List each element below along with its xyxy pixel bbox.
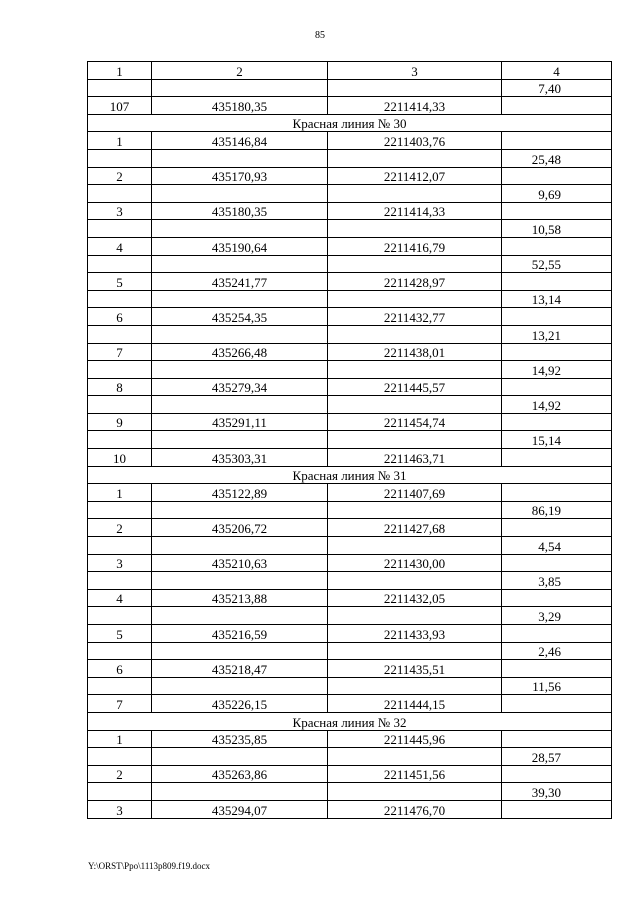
section-title: Красная линия № 32: [88, 712, 612, 730]
point-number-cell: [88, 642, 152, 660]
section-title: Красная линия № 31: [88, 466, 612, 484]
point-number-cell: 4: [88, 589, 152, 607]
point-number-cell: 4: [88, 237, 152, 255]
point-row: [88, 449, 612, 467]
point-number-cell: [88, 396, 152, 414]
distance-cell: [502, 167, 612, 185]
x-coordinate-cell: 435206,72: [152, 519, 328, 537]
y-coordinate-cell: 2211432,77: [328, 308, 502, 326]
point-row: [88, 484, 612, 502]
distance-cell: 86,19: [502, 501, 612, 519]
distance-row: [88, 572, 612, 590]
point-number-cell: 5: [88, 273, 152, 291]
y-coordinate-cell: 2211412,07: [328, 167, 502, 185]
point-number-cell: [88, 185, 152, 203]
y-coordinate-cell: 2211433,93: [328, 625, 502, 643]
point-row: [88, 167, 612, 185]
point-number-cell: [88, 748, 152, 766]
point-number-cell: 8: [88, 378, 152, 396]
x-coordinate-cell: 435263,86: [152, 765, 328, 783]
point-row: [88, 554, 612, 572]
point-row: [88, 308, 612, 326]
distance-cell: [502, 519, 612, 537]
point-number-cell: [88, 79, 152, 97]
point-row: [88, 273, 612, 291]
x-coordinate-cell: [152, 537, 328, 555]
x-coordinate-cell: 435294,07: [152, 800, 328, 818]
point-number-cell: 2: [88, 519, 152, 537]
y-coordinate-cell: [328, 325, 502, 343]
distance-cell: [502, 765, 612, 783]
y-coordinate-cell: [328, 501, 502, 519]
x-coordinate-cell: [152, 396, 328, 414]
y-coordinate-cell: 2211451,56: [328, 765, 502, 783]
distance-cell: [502, 413, 612, 431]
distance-cell: [502, 97, 612, 115]
point-number-cell: 2: [88, 765, 152, 783]
page-number: 85: [315, 30, 325, 41]
point-number-cell: [88, 255, 152, 273]
y-coordinate-cell: [328, 396, 502, 414]
y-coordinate-cell: [328, 79, 502, 97]
distance-cell: [502, 695, 612, 713]
distance-cell: [502, 378, 612, 396]
x-coordinate-cell: 435190,64: [152, 237, 328, 255]
y-coordinate-cell: 2211438,01: [328, 343, 502, 361]
distance-cell: 2,46: [502, 642, 612, 660]
x-coordinate-cell: [152, 677, 328, 695]
y-coordinate-cell: 2211454,74: [328, 413, 502, 431]
point-number-cell: 1: [88, 484, 152, 502]
y-coordinate-cell: 2211414,33: [328, 202, 502, 220]
point-row: [88, 97, 612, 115]
y-coordinate-cell: [328, 783, 502, 801]
distance-cell: 14,92: [502, 396, 612, 414]
distance-row: [88, 290, 612, 308]
point-number-cell: 2: [88, 167, 152, 185]
point-number-cell: 3: [88, 202, 152, 220]
x-coordinate-cell: [152, 642, 328, 660]
y-coordinate-cell: 2211427,68: [328, 519, 502, 537]
distance-cell: 11,56: [502, 677, 612, 695]
distance-cell: 52,55: [502, 255, 612, 273]
distance-cell: 39,30: [502, 783, 612, 801]
y-coordinate-cell: [328, 572, 502, 590]
point-row: [88, 625, 612, 643]
coordinates-table-body: [88, 62, 612, 819]
column-header-3: 3: [328, 62, 502, 80]
point-row: [88, 132, 612, 150]
distance-row: [88, 149, 612, 167]
point-number-cell: [88, 537, 152, 555]
distance-cell: 28,57: [502, 748, 612, 766]
x-coordinate-cell: [152, 185, 328, 203]
x-coordinate-cell: 435254,35: [152, 308, 328, 326]
x-coordinate-cell: [152, 431, 328, 449]
column-header-1: 1: [88, 62, 152, 80]
point-row: [88, 413, 612, 431]
section-header-row: [88, 114, 612, 132]
distance-cell: [502, 202, 612, 220]
point-row: [88, 519, 612, 537]
x-coordinate-cell: 435180,35: [152, 97, 328, 115]
point-number-cell: [88, 325, 152, 343]
distance-cell: [502, 589, 612, 607]
distance-row: [88, 255, 612, 273]
x-coordinate-cell: [152, 361, 328, 379]
section-title: Красная линия № 30: [88, 114, 612, 132]
distance-cell: 15,14: [502, 431, 612, 449]
x-coordinate-cell: 435216,59: [152, 625, 328, 643]
point-number-cell: 1: [88, 132, 152, 150]
x-coordinate-cell: 435213,88: [152, 589, 328, 607]
y-coordinate-cell: [328, 361, 502, 379]
point-number-cell: [88, 431, 152, 449]
y-coordinate-cell: [328, 431, 502, 449]
point-number-cell: 5: [88, 625, 152, 643]
x-coordinate-cell: [152, 325, 328, 343]
distance-row: [88, 642, 612, 660]
y-coordinate-cell: 2211435,51: [328, 660, 502, 678]
footer-file-path: Y:\ORST\Ppo\1113p809.f19.docx: [88, 861, 211, 871]
x-coordinate-cell: [152, 748, 328, 766]
distance-row: [88, 185, 612, 203]
distance-row: [88, 431, 612, 449]
distance-cell: [502, 132, 612, 150]
x-coordinate-cell: 435303,31: [152, 449, 328, 467]
x-coordinate-cell: [152, 501, 328, 519]
y-coordinate-cell: 2211403,76: [328, 132, 502, 150]
distance-cell: [502, 554, 612, 572]
x-coordinate-cell: 435291,11: [152, 413, 328, 431]
y-coordinate-cell: [328, 642, 502, 660]
x-coordinate-cell: 435226,15: [152, 695, 328, 713]
distance-cell: [502, 449, 612, 467]
distance-row: [88, 783, 612, 801]
x-coordinate-cell: [152, 783, 328, 801]
distance-row: [88, 396, 612, 414]
y-coordinate-cell: 2211407,69: [328, 484, 502, 502]
distance-cell: [502, 308, 612, 326]
x-coordinate-cell: [152, 607, 328, 625]
section-header-row: [88, 712, 612, 730]
y-coordinate-cell: 2211428,97: [328, 273, 502, 291]
distance-cell: [502, 660, 612, 678]
x-coordinate-cell: [152, 149, 328, 167]
y-coordinate-cell: [328, 220, 502, 238]
distance-row: [88, 537, 612, 555]
distance-cell: 14,92: [502, 361, 612, 379]
column-header-2: 2: [152, 62, 328, 80]
point-row: [88, 343, 612, 361]
distance-cell: 13,21: [502, 325, 612, 343]
distance-cell: [502, 625, 612, 643]
distance-cell: 3,29: [502, 607, 612, 625]
point-row: [88, 589, 612, 607]
point-number-cell: 3: [88, 800, 152, 818]
point-number-cell: [88, 220, 152, 238]
y-coordinate-cell: [328, 748, 502, 766]
section-header-row: [88, 466, 612, 484]
distance-cell: [502, 273, 612, 291]
point-number-cell: 7: [88, 343, 152, 361]
x-coordinate-cell: 435279,34: [152, 378, 328, 396]
x-coordinate-cell: [152, 290, 328, 308]
point-row: [88, 378, 612, 396]
x-coordinate-cell: [152, 572, 328, 590]
distance-cell: 25,48: [502, 149, 612, 167]
point-number-cell: 6: [88, 308, 152, 326]
y-coordinate-cell: 2211444,15: [328, 695, 502, 713]
x-coordinate-cell: [152, 220, 328, 238]
distance-row: [88, 220, 612, 238]
point-row: [88, 202, 612, 220]
x-coordinate-cell: [152, 255, 328, 273]
distance-row: [88, 607, 612, 625]
y-coordinate-cell: 2211430,00: [328, 554, 502, 572]
distance-row: [88, 325, 612, 343]
point-number-cell: [88, 149, 152, 167]
y-coordinate-cell: [328, 290, 502, 308]
point-number-cell: 1: [88, 730, 152, 748]
point-number-cell: 7: [88, 695, 152, 713]
point-number-cell: 3: [88, 554, 152, 572]
distance-cell: [502, 237, 612, 255]
point-row: [88, 660, 612, 678]
table-header-row: [88, 62, 612, 80]
y-coordinate-cell: [328, 537, 502, 555]
point-number-cell: [88, 501, 152, 519]
column-header-4: 4: [502, 62, 612, 80]
y-coordinate-cell: 2211414,33: [328, 97, 502, 115]
y-coordinate-cell: 2211463,71: [328, 449, 502, 467]
distance-cell: 13,14: [502, 290, 612, 308]
y-coordinate-cell: [328, 185, 502, 203]
y-coordinate-cell: 2211416,79: [328, 237, 502, 255]
point-row: [88, 730, 612, 748]
y-coordinate-cell: 2211445,57: [328, 378, 502, 396]
y-coordinate-cell: [328, 677, 502, 695]
y-coordinate-cell: [328, 607, 502, 625]
point-number-cell: [88, 290, 152, 308]
point-number-cell: 6: [88, 660, 152, 678]
distance-cell: 7,40: [502, 79, 612, 97]
point-number-cell: [88, 572, 152, 590]
x-coordinate-cell: 435235,85: [152, 730, 328, 748]
x-coordinate-cell: 435146,84: [152, 132, 328, 150]
point-number-cell: 9: [88, 413, 152, 431]
y-coordinate-cell: 2211445,96: [328, 730, 502, 748]
distance-cell: 4,54: [502, 537, 612, 555]
y-coordinate-cell: 2211432,05: [328, 589, 502, 607]
y-coordinate-cell: [328, 149, 502, 167]
distance-row: [88, 748, 612, 766]
x-coordinate-cell: 435210,63: [152, 554, 328, 572]
x-coordinate-cell: [152, 79, 328, 97]
point-row: [88, 237, 612, 255]
distance-row: [88, 79, 612, 97]
distance-row: [88, 677, 612, 695]
y-coordinate-cell: 2211476,70: [328, 800, 502, 818]
distance-cell: [502, 730, 612, 748]
coordinates-table: [87, 61, 612, 819]
x-coordinate-cell: 435218,47: [152, 660, 328, 678]
point-row: [88, 765, 612, 783]
point-number-cell: [88, 361, 152, 379]
point-number-cell: 10: [88, 449, 152, 467]
point-number-cell: 107: [88, 97, 152, 115]
x-coordinate-cell: 435180,35: [152, 202, 328, 220]
point-number-cell: [88, 607, 152, 625]
distance-row: [88, 501, 612, 519]
point-row: [88, 800, 612, 818]
point-row: [88, 695, 612, 713]
point-number-cell: [88, 783, 152, 801]
distance-cell: [502, 343, 612, 361]
distance-cell: 10,58: [502, 220, 612, 238]
distance-cell: [502, 484, 612, 502]
x-coordinate-cell: 435170,93: [152, 167, 328, 185]
y-coordinate-cell: [328, 255, 502, 273]
distance-row: [88, 361, 612, 379]
distance-cell: 3,85: [502, 572, 612, 590]
distance-cell: [502, 800, 612, 818]
point-number-cell: [88, 677, 152, 695]
distance-cell: 9,69: [502, 185, 612, 203]
x-coordinate-cell: 435241,77: [152, 273, 328, 291]
x-coordinate-cell: 435266,48: [152, 343, 328, 361]
x-coordinate-cell: 435122,89: [152, 484, 328, 502]
